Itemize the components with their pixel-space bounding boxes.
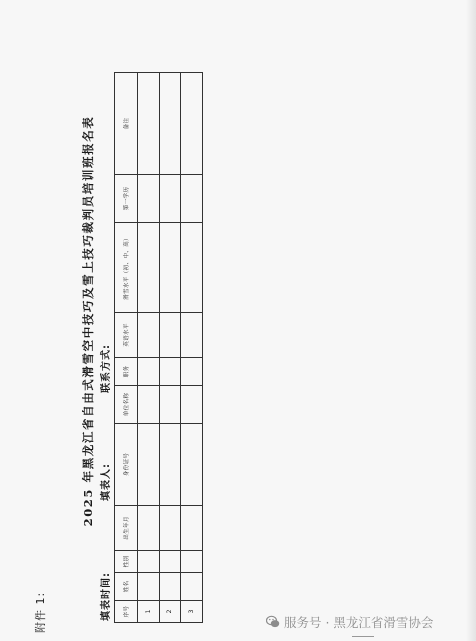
header-remarks: 备注 — [115, 73, 138, 175]
cell-remarks — [181, 73, 203, 175]
fill-date-label: 填表时间: — [101, 572, 112, 621]
cell-seq: 3 — [181, 601, 203, 623]
cell-position — [159, 358, 181, 386]
cell-name — [181, 573, 203, 601]
cell-name — [159, 573, 181, 601]
cell-seq: 1 — [138, 601, 160, 623]
cell-birth — [138, 506, 160, 551]
cell-seq: 2 — [159, 601, 181, 623]
header-gender: 性别 — [115, 551, 138, 573]
header-english: 英语水平 — [115, 313, 138, 358]
cell-remarks — [138, 73, 160, 175]
attachment-label: 附件 1: — [34, 591, 47, 633]
registration-table — [114, 72, 203, 623]
contact-label: 联系方式: — [101, 344, 112, 393]
cell-english — [181, 313, 203, 358]
cell-education — [159, 175, 181, 223]
header-name: 姓名 — [115, 573, 138, 601]
cell-name — [138, 573, 160, 601]
cell-id-number — [159, 424, 181, 506]
cell-gender — [159, 551, 181, 573]
cell-remarks — [159, 73, 181, 175]
cell-organization — [138, 386, 160, 424]
cell-ski-level — [138, 223, 160, 313]
cell-english — [138, 313, 160, 358]
registration-form — [0, 1, 470, 641]
cell-id-number — [138, 424, 160, 506]
cell-ski-level — [181, 223, 203, 313]
watermark-text: 服务号 · 黑龙江省滑雪协会 — [284, 615, 434, 630]
table-header-row — [115, 73, 138, 623]
cell-organization — [159, 386, 181, 424]
cell-english — [159, 313, 181, 358]
filler-label: 填表人: — [101, 463, 112, 501]
cell-birth — [159, 506, 181, 551]
table-row — [138, 73, 160, 623]
header-birth: 出生年月 — [115, 506, 138, 551]
header-organization: 单位名称 — [115, 386, 138, 424]
cell-organization — [181, 386, 203, 424]
wechat-icon — [266, 615, 280, 629]
table-row — [181, 73, 203, 623]
cell-position — [138, 358, 160, 386]
cell-gender — [181, 551, 203, 573]
cell-position — [181, 358, 203, 386]
header-seq: 序号 — [115, 601, 138, 623]
scan-edge-shadow — [466, 0, 476, 641]
page-edge-fragment — [352, 636, 374, 640]
cell-ski-level — [159, 223, 181, 313]
cell-id-number — [181, 424, 203, 506]
form-title: 2025 年黑龙江省自由式滑雪空中技巧及雪上技巧裁判员培训班报名表 — [81, 115, 95, 527]
header-position: 职务 — [115, 358, 138, 386]
cell-birth — [181, 506, 203, 551]
cell-education — [138, 175, 160, 223]
cell-gender — [138, 551, 160, 573]
header-id-number: 身份证号 — [115, 424, 138, 506]
cell-education — [181, 175, 203, 223]
table-row — [159, 73, 181, 623]
watermark — [266, 613, 433, 631]
header-education: 第一学历 — [115, 175, 138, 223]
header-ski-level: 滑雪水平（初、中、高） — [115, 223, 138, 313]
